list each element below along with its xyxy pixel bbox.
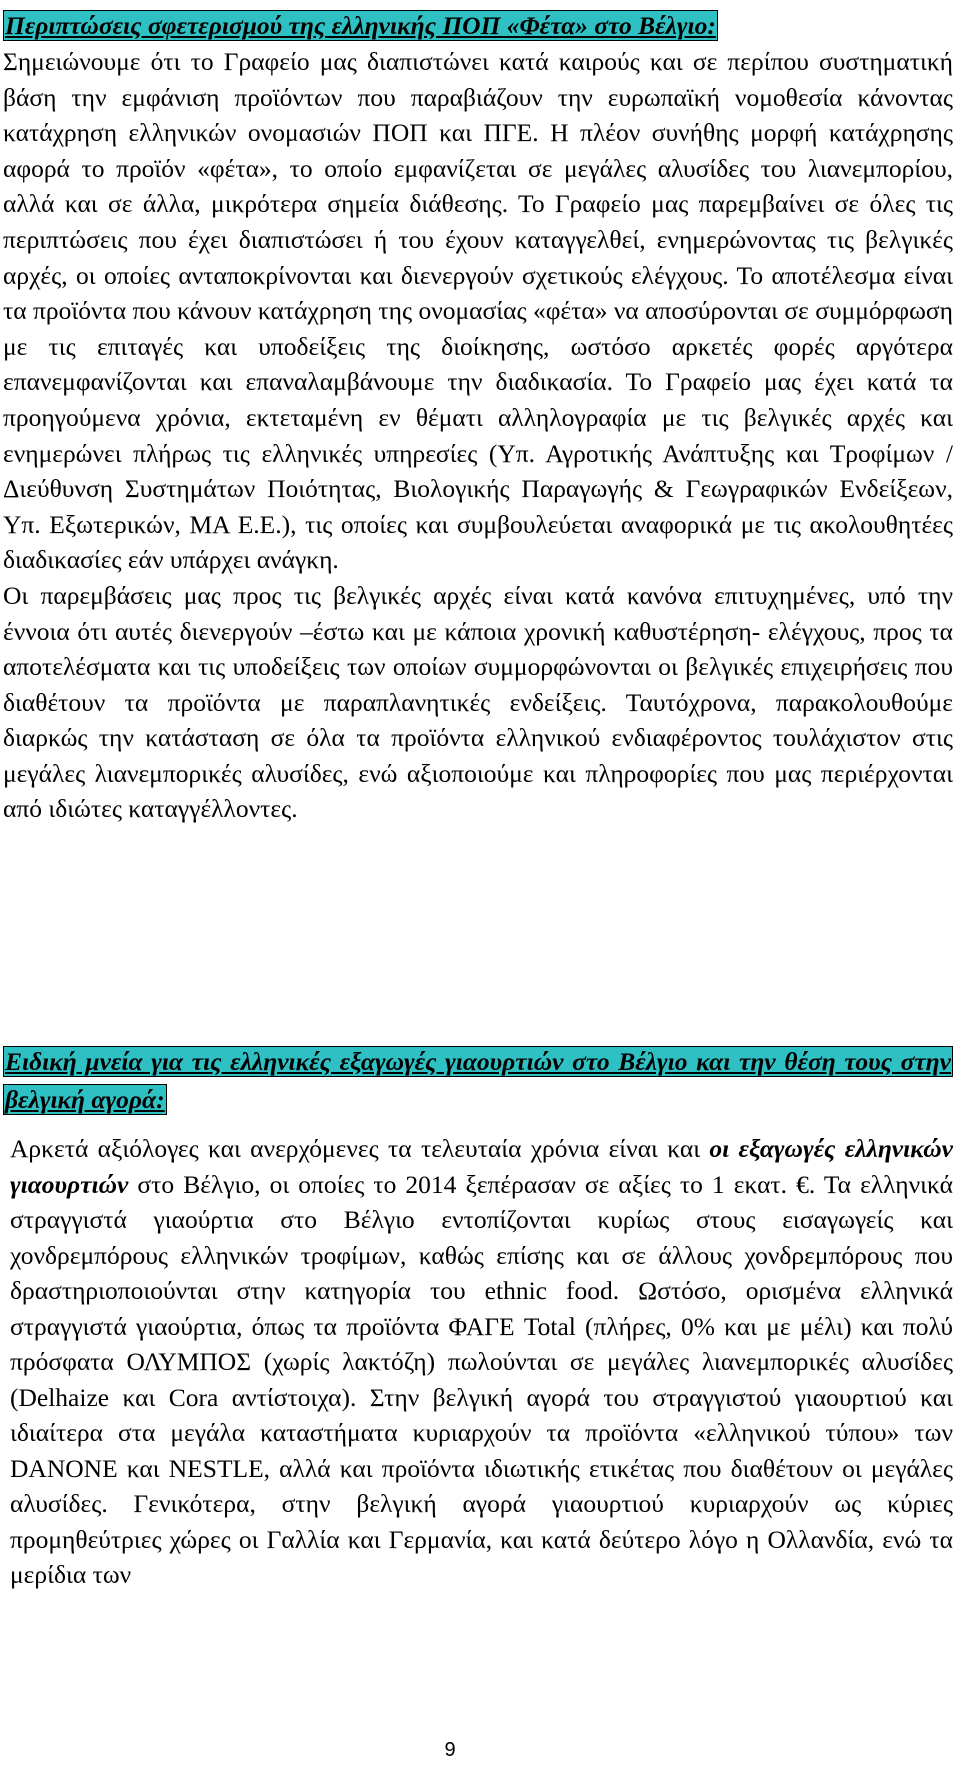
section-body-feta bbox=[3, 44, 953, 827]
emphasis-text: οι εξαγωγές ελληνικών γιαουρτιών bbox=[10, 1134, 953, 1199]
paragraph-text: στο Βέλγιο, οι οποίες το 2014 ξεπέρασαν σε αξίες το 1 εκατ. €. Τα ελληνικά στραγγιστά γιαούρτια στο Βέλγιο εντοπίζονται κυρίως στους εισαγωγείς και χονδρεμπόρους ελληνικών τροφίμων, καθώς επίσης και σε άλλους χονδρεμπόρους που δραστηριοποιούνται στην κατηγορία του ethnic food. Ωστόσο, ορισμένα ελληνικά στραγγιστά γιαούρτια, όπως τα προϊόντα ΦΑΓΕ Total (πλήρες, 0% και με μέλι) και πολύ πρόσφατα ΟΛΥΜΠΟΣ (χωρίς λακτόζη) πωλούνται σε μεγάλες λιανεμπορικές αλυσίδες (Delhaize και Cora αντίστοιχα). Στην βελγική αγορά του στραγγιστού γιαουρτιού και ιδιαίτερα στα μεγάλα καταστήματα κυριαρχούν τα προϊόντα «ελληνικού τύπου» των DANONE και NESTLE, αλλά και προϊόντα ιδιωτικής ετικέτας που διαθέτουν οι μεγάλες αλυσίδες. Γενικότερα, στην βελγική αγορά γιαουρτιού κυριαρχούν ως κύριες προμηθεύτριες χώρες οι Γαλλία και Γερμανία, και κατά δεύτερο λόγο η Ολλανδία, ενώ τα μερίδια των bbox=[10, 1169, 953, 1589]
heading-text: Περιπτώσεις σφετερισμού της ελληνικής ΠΟΠ «Φέτα» στο Βέλγιο: bbox=[5, 11, 716, 40]
paragraph-text: Αρκετά αξιόλογες και ανερχόμενες τα τελευταία χρόνια είναι και bbox=[10, 1134, 710, 1163]
section-heading-feta bbox=[3, 8, 953, 44]
paragraph bbox=[10, 1131, 953, 1593]
paragraph: Οι παρεμβάσεις μας προς τις βελγικές αρχές είναι κατά κανόνα επιτυχημένες, υπό την έννοια ότι αυτές διενεργούν –έστω και με κάποια χρονική καθυστέρηση- ελέγχους, προς τα αποτελέσματα και τις υποδείξεις των οποίων συμμορφώνονται οι βελγικές επιχειρήσεις που διαθέτουν τα προϊόντα με παραπλανητικές ενδείξεις. Ταυτόχρονα, παρακολουθούμε διαρκώς την κατάσταση σε όλα τα προϊόντα ελληνικού ενδιαφέροντος τουλάχιστον στις μεγάλες λιανεμπορικές αλυσίδες, ενώ αξιοποιούμε και πληροφορίες που μας περιέρχονται από ιδιώτες καταγγέλλοντες. bbox=[3, 580, 953, 824]
page-number: 9 bbox=[444, 1739, 456, 1761]
paragraph: Σημειώνουμε ότι το Γραφείο μας διαπιστώνει κατά καιρούς και σε περίπου συστηματική βάση την εμφάνιση προϊόντων που παραβιάζουν την ευρωπαϊκή νομοθεσία κάνοντας κατάχρηση ελληνικών ονομασιών ΠΟΠ και ΠΓΕ. Η πλέον συνήθης μορφή κατάχρησης αφορά το προϊόν «φέτα», το οποίο εμφανίζεται σε μεγάλες αλυσίδες του λιανεμπορίου, αλλά και σε άλλα, μικρότερα σημεία διάθεσης. Το Γραφείο μας παρεμβαίνει σε όλες τις περιπτώσεις που έχει διαπιστώσει ή του έχουν καταγγελθεί, ενημερώνοντας τις βελγικές αρχές, οι οποίες ανταποκρίνονται και διενεργούν σχετικούς ελέγχους. Το αποτέλεσμα είναι τα προϊόντα που κάνουν κατάχρηση της ονομασίας «φέτα» να αποσύρονται σε συμμόρφωση με τις επιταγές και υποδείξεις της διοίκησης, ωστόσο αρκετές φορές αργότερα επανεμφανίζονται και επαναλαμβάνουμε την διαδικασία. Το Γραφείο μας έχει κατά τα προηγούμενα χρόνια, εκτεταμένη εν θέματι αλληλογραφία με τις βελγικές αρχές και ενημερώνει πλήρως τις ελληνικές υπηρεσίες (Υπ. Αγροτικής Ανάπτυξης και Τροφίμων / Διεύθυνση Συστημάτων Ποιότητας, Βιολογικής Παραγωγής & Γεωγραφικών Ενδείξεων, Υπ. Εξωτερικών, ΜΑ Ε.Ε.), τις οποίες και συμβουλεύεται αναφορικά με τις ακολουθητέες διαδικασίες εάν υπάρχει ανάγκη. bbox=[3, 47, 953, 575]
section-heading-yogurt bbox=[3, 1043, 953, 1119]
heading-text: Ειδική μνεία για τις ελληνικές εξαγωγές γιαουρτιών στο Βέλγιο και την θέση τους στην βελγική αγορά: bbox=[5, 1047, 951, 1114]
section-body-yogurt bbox=[10, 1131, 953, 1593]
